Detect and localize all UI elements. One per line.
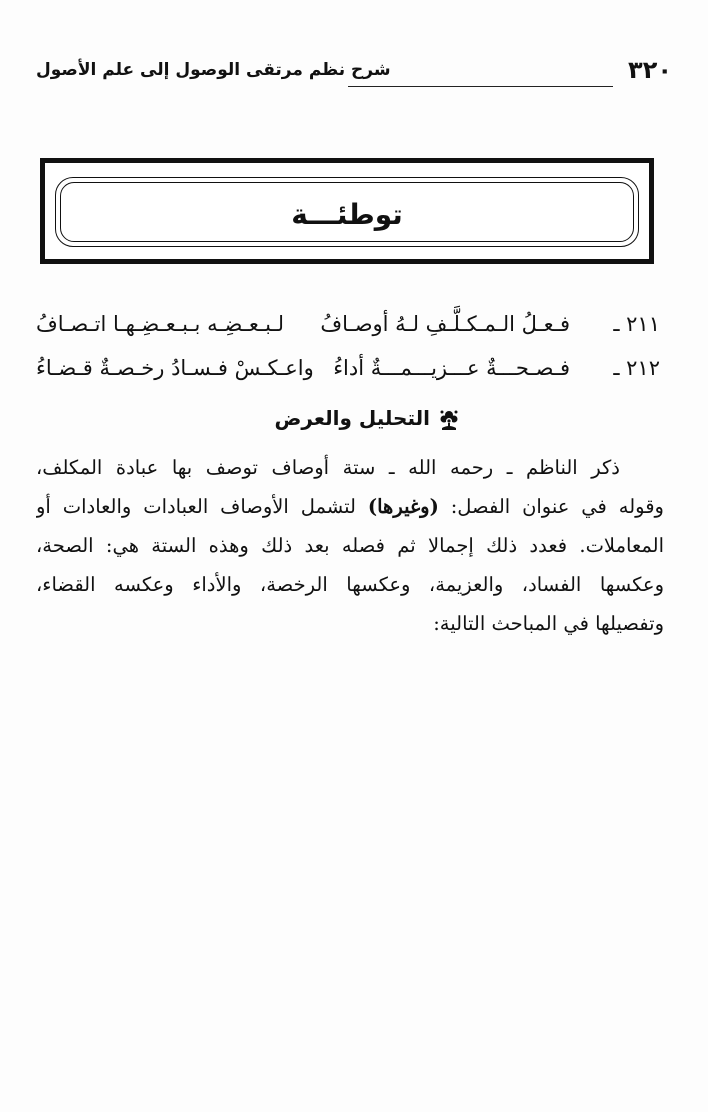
- section-title: توطئـــة: [291, 198, 403, 231]
- section-heading: [200, 406, 460, 440]
- running-title: شرح نظم مرتقى الوصول إلى علم الأصول: [36, 60, 391, 80]
- title-frame-inner-border: [55, 177, 639, 247]
- bold-quote: (وغيرها): [367, 495, 439, 518]
- header-rule: [348, 86, 613, 87]
- verse-line: [36, 312, 660, 346]
- flower-ornament-icon: [438, 408, 460, 432]
- verse-number: ٢١٢ ـ: [613, 356, 660, 380]
- paragraph-line: وتفصيلها في المباحث التالية:: [433, 612, 664, 635]
- verse-second-hemistich: لـبـعـضِـه بـبـعـضِـهـا اتـصـافُ: [36, 312, 285, 336]
- paragraph-text: وقوله في عنوان الفصل:: [438, 495, 664, 518]
- section-heading-text: التحليل والعرض: [274, 406, 430, 430]
- verse-second-hemistich: واعـكـسْ فـسـادُ رخـصـةٌ قـضـاءُ: [36, 356, 314, 380]
- verse-first-hemistich: فـصـحـــةٌ عـــزيـــمـــةٌ أداءُ: [333, 356, 570, 380]
- verse-first-hemistich: فـعـلُ الـمـكـلَّـفِ لـهُ أوصـافُ: [320, 312, 570, 336]
- verse-number: ٢١١ ـ: [613, 312, 660, 336]
- paragraph-line: ذكر الناظم ـ رحمه الله ـ ستة أوصاف توصف بها عبادة المكلف،: [36, 456, 620, 479]
- section-title-frame: [40, 158, 654, 264]
- page-header: [36, 56, 672, 90]
- paragraph-line: [36, 487, 664, 526]
- body-paragraph: [36, 448, 664, 643]
- paragraph-line: المعاملات. فعدد ذلك إجمالا ثم فصله بعد ذلك وهذه الستة هي: الصحة،: [36, 534, 664, 557]
- verse-line: [36, 356, 660, 390]
- paragraph-line: وعكسها الفساد، والعزيمة، وعكسها الرخصة، والأداء وعكسه القضاء،: [36, 573, 664, 596]
- paragraph-text: لتشمل الأوصاف العبادات والعادات أو: [36, 495, 368, 518]
- page-number: ٣٢٠: [628, 56, 672, 84]
